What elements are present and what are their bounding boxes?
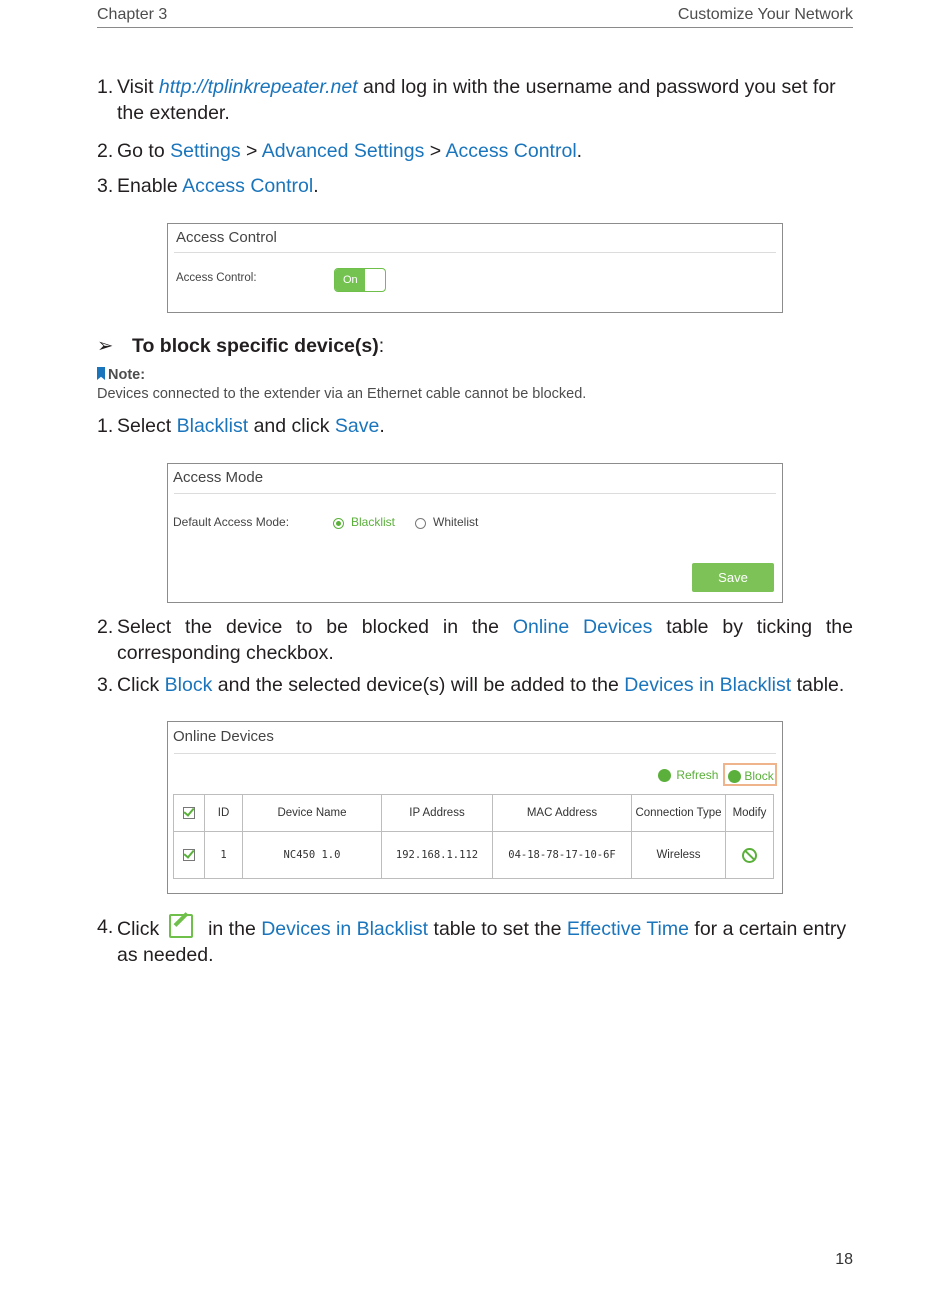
access-control-label: Access Control:	[176, 272, 257, 284]
divider	[174, 252, 776, 253]
access-control-toggle[interactable]	[334, 268, 386, 292]
cell-ip-address: 192.168.1.112	[382, 832, 493, 879]
table-header-row	[174, 795, 774, 832]
col-ip-address: IP Address	[382, 795, 493, 832]
col-connection-type: Connection Type	[632, 795, 726, 832]
blacklist-ref: Blacklist	[176, 415, 249, 437]
access-control-link[interactable]: Access Control	[445, 140, 577, 162]
chapter-label: Chapter 3	[97, 6, 168, 23]
section-title: Customize Your Network	[677, 6, 853, 23]
block-heading: ➢ To block specific device(s):	[97, 335, 385, 357]
divider	[174, 493, 776, 494]
online-devices-ref: Online Devices	[512, 616, 653, 638]
arrow-bullet-icon: ➢	[97, 335, 114, 357]
settings-link[interactable]: Settings	[170, 140, 241, 162]
panel-title: Online Devices	[173, 728, 274, 745]
col-device-name: Device Name	[243, 795, 382, 832]
step-1-visit: 1. Visit http://tplinkrepeater.net and log in with the username and password you set for the extender.	[97, 76, 836, 124]
save-ref: Save	[334, 415, 380, 437]
devices-in-blacklist-ref: Devices in Blacklist	[261, 918, 429, 940]
block-step-4: 4. Click in the Devices in Blacklist table to set the Effective Time for a certain entry as needed.	[97, 916, 847, 966]
page-number: 18	[835, 1251, 853, 1268]
repeater-url-link[interactable]: http://tplinkrepeater.net	[158, 76, 358, 98]
block-step-2: 2. Select the device to be blocked in the Online Devices table by ticking the corresponding checkbox.	[97, 616, 853, 664]
block-button[interactable]: Block	[723, 763, 777, 786]
block-step-1: 1. Select Blacklist and click Save.	[97, 415, 385, 437]
cell-id: 1	[205, 832, 243, 879]
note-label-row	[97, 367, 145, 383]
note-text: Devices connected to the extender via an Ethernet cable cannot be blocked.	[97, 386, 587, 402]
online-devices-panel	[167, 721, 783, 894]
cell-connection-type: Wireless	[632, 832, 726, 879]
bookmark-icon	[97, 367, 105, 380]
online-devices-table	[173, 794, 774, 879]
cell-device-name: NC450 1.0	[243, 832, 382, 879]
effective-time-ref: Effective Time	[566, 918, 689, 940]
refresh-icon	[658, 769, 671, 782]
note-label: Note:	[108, 367, 146, 383]
block-step-3: 3. Click Block and the selected device(s) will be added to the Devices in Blacklist table.	[97, 674, 845, 696]
toggle-on-label: On	[335, 269, 365, 291]
step-3-enable: 3. Enable Access Control.	[97, 175, 319, 197]
devices-in-blacklist-ref: Devices in Blacklist	[624, 674, 792, 696]
col-modify: Modify	[726, 795, 774, 832]
select-all-checkbox[interactable]	[174, 795, 205, 832]
blacklist-radio[interactable]	[333, 518, 344, 529]
whitelist-radio[interactable]	[415, 518, 426, 529]
blacklist-option-label[interactable]: Blacklist	[351, 515, 396, 529]
step-2-navigate: 2. Go to Settings > Advanced Settings > Access Control.	[97, 140, 583, 162]
col-mac-address: MAC Address	[493, 795, 632, 832]
divider	[174, 753, 776, 754]
save-button[interactable]: Save	[692, 563, 774, 592]
access-mode-panel	[167, 463, 783, 603]
cell-mac-address: 04-18-78-17-10-6F	[493, 832, 632, 879]
refresh-button[interactable]: Refresh	[658, 768, 718, 782]
col-id: ID	[205, 795, 243, 832]
panel-title: Access Control	[176, 229, 277, 246]
page-header	[97, 6, 853, 28]
table-row	[174, 832, 774, 879]
panel-title: Access Mode	[173, 469, 264, 486]
access-control-ref: Access Control	[182, 175, 314, 197]
row-checkbox[interactable]	[174, 832, 205, 879]
default-access-mode-label: Default Access Mode:	[173, 515, 290, 529]
access-control-panel	[167, 223, 783, 313]
whitelist-option-label[interactable]: Whitelist	[433, 515, 479, 529]
block-ref: Block	[164, 674, 213, 696]
edit-icon	[169, 914, 193, 938]
block-device-icon[interactable]	[742, 848, 757, 863]
cell-modify	[726, 832, 774, 879]
block-icon	[728, 770, 741, 783]
advanced-settings-link[interactable]: Advanced Settings	[261, 140, 425, 162]
